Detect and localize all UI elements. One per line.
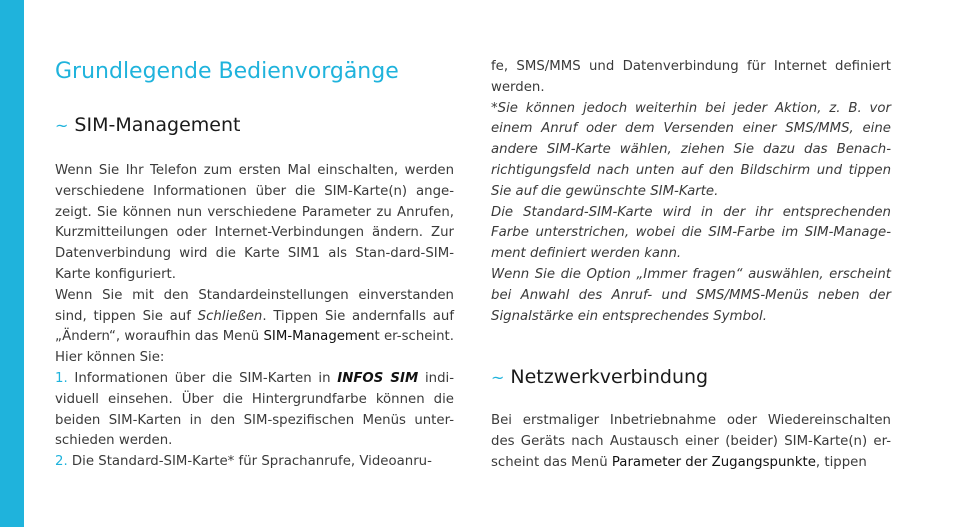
network-text-2: , tippen bbox=[815, 454, 867, 470]
network-paragraph bbox=[491, 411, 891, 473]
infos-sim-term: INFOS SIM bbox=[337, 370, 419, 386]
list-item-number: 2. bbox=[55, 454, 68, 470]
list-item-number: 1. bbox=[55, 370, 68, 386]
section-heading-netzwerkverbindung bbox=[491, 366, 708, 388]
sim-management-menu-term: SIM-Managemen bbox=[263, 329, 375, 345]
close-term: Schließen bbox=[197, 308, 263, 324]
right-column-paragraph bbox=[491, 57, 891, 327]
continuation-text: fe, SMS/MMS und Datenverbindung für Internet definiert werden. bbox=[491, 59, 891, 95]
data-connection-text: Zur Datenverbindung wird die Karte SIM1 als Stan-dard-SIM-Karte konfiguriert. bbox=[55, 225, 455, 282]
list-item-text-2: indi-viduell einsehen. Über die Hintergrundfarbe können die beiden SIM-Karten in den SIM-spezifischen Menüs unter-schieden werden. bbox=[55, 370, 455, 449]
list-item-text: Informationen über die SIM-Karten in bbox=[67, 370, 338, 386]
tilde-marker: ~ bbox=[491, 368, 505, 387]
intro-text: Wenn Sie Ihr Telefon zum ersten Mal einschalten, werden verschiedene Informationen über die SIM-Karte(n) ange-zeigt. Sie können nun verschiedene Parameter zu Anrufen, Kurzmitteilungen oder Internet-Verbindungen ändern. bbox=[55, 163, 454, 241]
settings-text-2: . Tippen Sie andernfalls auf „Ändern“, woraufhin das Menü bbox=[55, 308, 454, 345]
sim-color-note: Die Standard-SIM-Karte wird in der ihr entsprechenden Farbe unterstrichen, wobei die SIM-Farbe im SIM-Manage-ment definiert werden kann. bbox=[491, 204, 891, 262]
tilde-marker: ~ bbox=[55, 116, 69, 135]
network-text: Bei erstmaliger Inbetriebnahme oder Wiedereinschalten des Geräts nach Austausch einer (beider) SIM-Karte(n) er-scheint das Menü bbox=[491, 413, 891, 470]
section-heading-text: SIM-Management bbox=[74, 114, 241, 136]
section-heading-text: Netzwerkverbindung bbox=[510, 366, 709, 388]
settings-text-3: t er-scheint. Hier können Sie: bbox=[55, 329, 454, 366]
list-item-text: Die Standard-SIM-Karte* für Sprachanrufe, Videoanru- bbox=[67, 454, 432, 470]
footnote-text: *Sie können jedoch weiterhin bei jeder Aktion, z. B. vor einem Anruf oder dem Versenden einer SMS/MMS, eine andere SIM-Karte wählen, ziehen Sie dazu das Benach-richtigungsfeld nach unten auf den Bildschirm und tippen Sie auf die gewünschte SIM-Karte. bbox=[491, 100, 891, 199]
access-point-menu-term: Parameter der Zugangspunkte bbox=[611, 454, 816, 470]
always-ask-note: Wenn Sie die Option „Immer fragen“ auswählen, erscheint bei Anwahl des Anruf- und SMS/MMS-Menüs neben der Signalstärke ein entsprechendes Symbol. bbox=[491, 266, 891, 324]
accent-sidebar-bar bbox=[0, 0, 24, 527]
settings-text: Wenn Sie mit den Standardeinstellungen einverstanden sind, tippen Sie auf bbox=[55, 287, 454, 324]
page-title: Grundlegende Bedienvorgänge bbox=[55, 59, 399, 84]
section-heading-sim-management bbox=[55, 114, 240, 136]
intro-paragraph bbox=[55, 161, 454, 473]
